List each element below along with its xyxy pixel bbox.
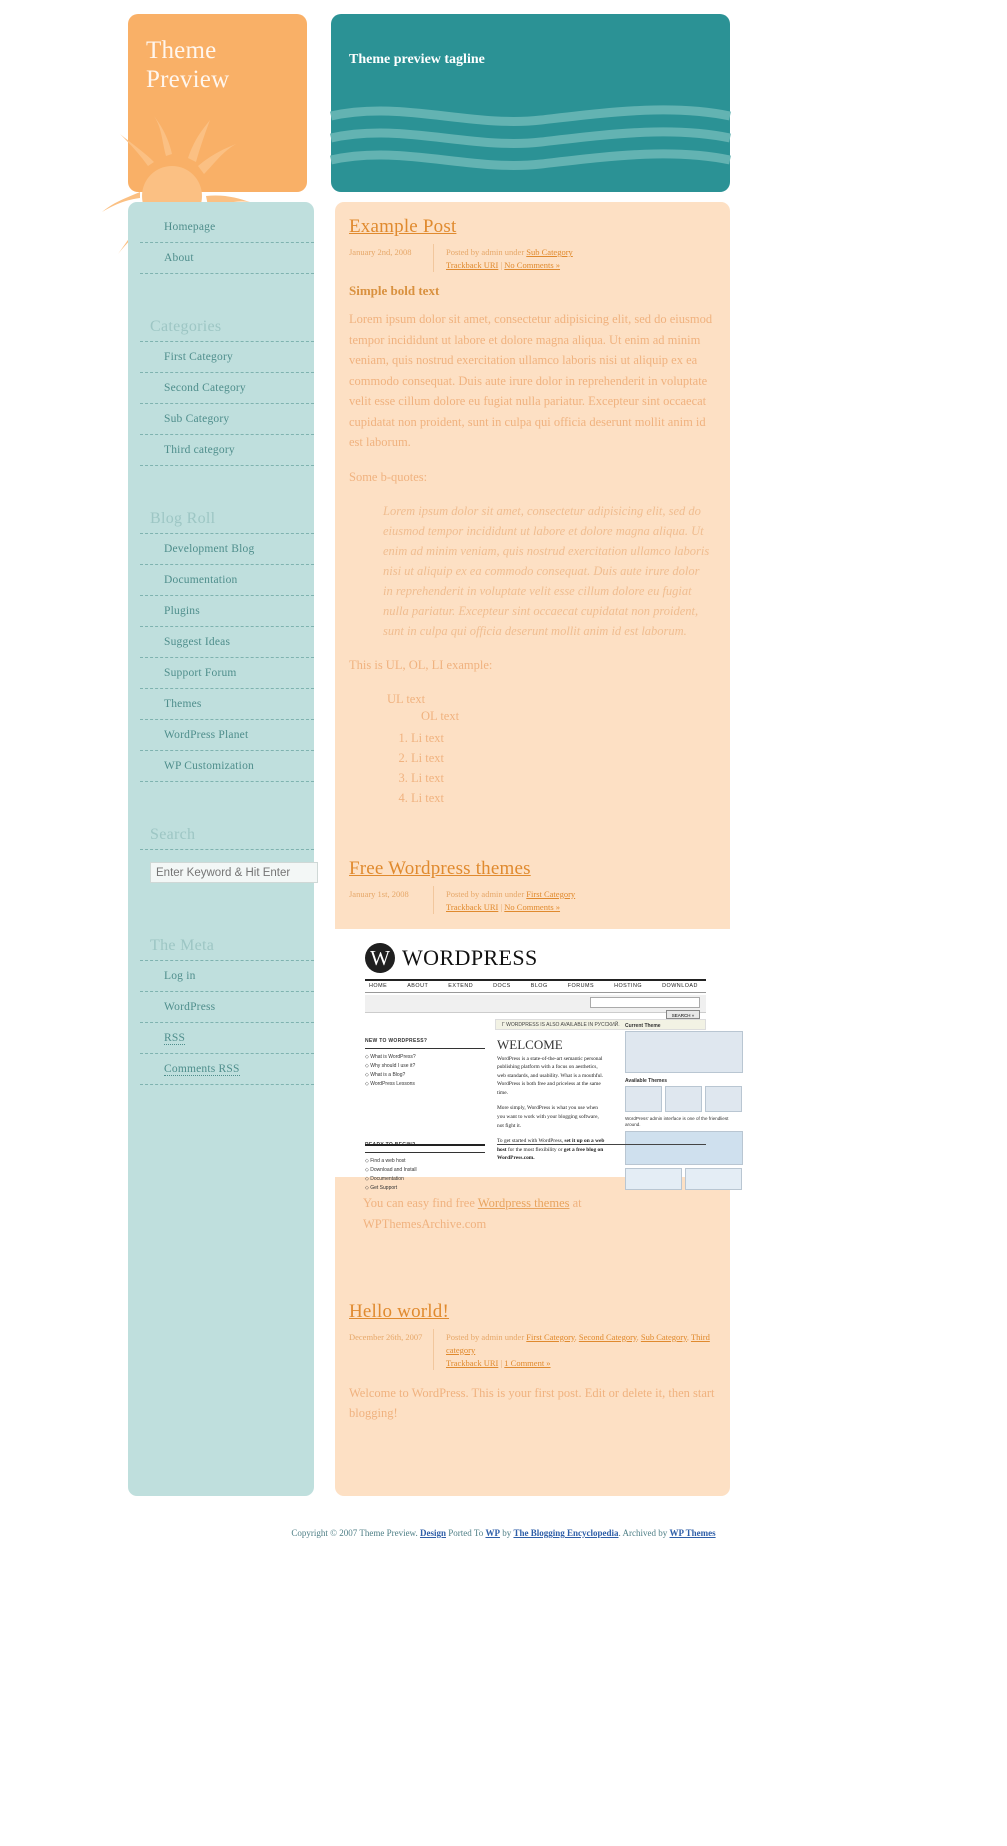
sidebar-item-themes[interactable] bbox=[140, 689, 314, 720]
wordpress-locale-banner: Г WORDPRESS IS ALSO AVAILABLE IN РУССКИЙ. bbox=[495, 1019, 706, 1030]
left-link: ◇ Documentation bbox=[365, 1175, 404, 1182]
sidebar-item-wordpress[interactable] bbox=[140, 992, 314, 1023]
theme-thumbnail bbox=[665, 1086, 702, 1112]
nav-item: DOCS bbox=[493, 983, 511, 989]
footer-by: by bbox=[499, 1528, 514, 1538]
wordpress-welcome-heading: WELCOME bbox=[497, 1036, 563, 1052]
sidebar-item-label: Support Forum bbox=[164, 667, 237, 679]
sidebar-item-third-category[interactable] bbox=[140, 435, 314, 466]
sidebar-spacer bbox=[140, 893, 314, 919]
post-example bbox=[335, 202, 730, 808]
trackback-link[interactable]: Trackback URI bbox=[446, 901, 499, 912]
meta-divider bbox=[433, 244, 434, 272]
sidebar-item-wordpress-planet[interactable] bbox=[140, 720, 314, 751]
sidebar-item-rss[interactable] bbox=[140, 1023, 314, 1054]
ol-text: OL text bbox=[421, 708, 460, 723]
sidebar-item-sub-category[interactable] bbox=[140, 404, 314, 435]
nav-item: EXTEND bbox=[448, 983, 474, 989]
tagline-block bbox=[331, 14, 730, 192]
post-paragraph: Lorem ipsum dolor sit amet, consectetur adipisicing elit, sed do eiusmod tempor incididunt ut labore et dolore magna aliqua. Ut enim ad minim veniam, quis nostrud exercitation ullamco laboris nisi ut aliquip ex ea commodo consequat. Duis aute irure dolor in reprehenderit in voluptate velit esse cillum dolore eu fugiat nulla pariatur. Excepteur sint occaecat cupidatat non proident, sunt in culpa qui officia deserunt mollit anim id est laborum. bbox=[349, 312, 713, 449]
post-category-link[interactable]: Third category bbox=[446, 1331, 710, 1355]
after-text-1: You can easy find free bbox=[363, 1195, 478, 1210]
footer-archived-by: . Archived by bbox=[618, 1528, 670, 1538]
post-meta bbox=[349, 886, 716, 921]
list-intro: This is UL, OL, LI example: bbox=[349, 658, 493, 672]
sidebar bbox=[128, 202, 314, 1496]
sidebar-item-second-category[interactable] bbox=[140, 373, 314, 404]
left-link: ◇ What is WordPress? bbox=[365, 1053, 416, 1060]
left-link: ◇ Find a web host bbox=[365, 1157, 406, 1164]
post-category-link[interactable]: First Category bbox=[526, 1331, 575, 1342]
comments-link[interactable]: 1 Comment » bbox=[504, 1357, 551, 1368]
sidebar-item-support-forum[interactable] bbox=[140, 658, 314, 689]
quote-intro: Some b-quotes: bbox=[349, 469, 428, 484]
left-heading-2: READY TO BEGIN? bbox=[365, 1141, 485, 1153]
search-input[interactable] bbox=[150, 862, 318, 883]
sidebar-item-label: Homepage bbox=[164, 221, 216, 233]
admin-screenshot-thumb bbox=[625, 1131, 743, 1165]
post-title-link[interactable]: Example Post bbox=[349, 216, 457, 237]
sidebar-item-label: WordPress Planet bbox=[164, 729, 249, 741]
footer-ported-to: Ported To bbox=[446, 1528, 486, 1538]
meta-sep-label: | bbox=[498, 1357, 505, 1368]
right-caption-1: Available Themes bbox=[625, 1077, 668, 1084]
wordpress-search-field bbox=[590, 997, 700, 1008]
blockquote: Lorem ipsum dolor sit amet, consectetur adipisicing elit, sed do eiusmod tempor incididunt ut labore et dolore magna aliqua. Ut enim ad minim veniam, quis nostrud exercitation ullamco laboris nisi ut aliquip ex ea commodo consequat. Duis aute irure dolor in reprehenderit in voluptate velit esse cillum dolore eu fugiat nulla pariatur. Excepteur sint occaecat cupidatat non proident, sunt in culpa qui officia deserunt mollit anim id est laborum. bbox=[383, 504, 710, 638]
waves-icon bbox=[331, 102, 730, 174]
left-heading: NEW TO WORDPRESS? bbox=[365, 1037, 485, 1049]
wp-body-1: WordPress is a state-of-the-art semantic personal publishing platform with a focus on aesthetics, web standards, and usability. What is a mouthful. WordPress is both free and priceless at the same time. bbox=[497, 1055, 604, 1096]
wordpress-right-column bbox=[625, 1023, 745, 1190]
wordpress-themes-link[interactable]: Wordpress themes bbox=[477, 1195, 570, 1210]
sidebar-item-label: WP Customization bbox=[164, 760, 254, 772]
wp-body-2: More simply, WordPress is what you use when you want to work with your blogging software, not fight it. bbox=[497, 1105, 599, 1129]
post-category-link[interactable]: First Category bbox=[526, 888, 576, 899]
sidebar-heading-search: Search bbox=[140, 808, 314, 850]
sidebar-item-log-in[interactable] bbox=[140, 961, 314, 992]
wp-divider bbox=[497, 1144, 706, 1145]
sidebar-item-label: About bbox=[164, 252, 194, 264]
sidebar-spacer bbox=[140, 782, 314, 808]
nav-item: HOME bbox=[369, 983, 388, 989]
comments-link[interactable]: No Comments » bbox=[504, 260, 561, 270]
wordpress-w-icon: W bbox=[365, 943, 395, 973]
site-header bbox=[128, 14, 730, 192]
sidebar-item-first-category[interactable] bbox=[140, 342, 314, 373]
post-free-themes bbox=[335, 808, 730, 1235]
site-tagline: Theme preview tagline bbox=[349, 52, 485, 67]
sidebar-item-label: Third category bbox=[164, 444, 235, 456]
nav-item: BLOG bbox=[530, 983, 548, 989]
sidebar-item-plugins[interactable] bbox=[140, 596, 314, 627]
list-item: 4. Li text bbox=[411, 788, 716, 808]
sidebar-item-wp-customization[interactable] bbox=[140, 751, 314, 782]
sidebar-item-label: Documentation bbox=[164, 574, 238, 586]
post-title-link[interactable]: Hello world! bbox=[349, 1300, 450, 1322]
right-caption-2: WordPress' admin interface is one of the friendliest around. bbox=[625, 1115, 729, 1127]
post-date: December 26th, 2007 bbox=[349, 1331, 423, 1342]
post-category-link[interactable]: Sub Category bbox=[640, 1331, 687, 1342]
meta-sep-label: | bbox=[498, 260, 505, 270]
sidebar-item-comments-rss[interactable] bbox=[140, 1054, 314, 1085]
sidebar-item-homepage[interactable] bbox=[140, 212, 314, 243]
post-meta bbox=[349, 244, 716, 279]
posted-by-label: Posted by admin under bbox=[446, 247, 527, 257]
post-date: January 1st, 2008 bbox=[349, 888, 409, 899]
sidebar-item-label: Sub Category bbox=[164, 413, 230, 425]
sidebar-item-label: First Category bbox=[164, 351, 233, 363]
left-link: ◇ Download and Install bbox=[365, 1166, 417, 1173]
wp-divider bbox=[365, 1144, 485, 1146]
theme-thumbnail bbox=[625, 1031, 743, 1073]
footer-blogging-encyclopedia-link[interactable]: The Blogging Encyclopedia bbox=[513, 1528, 619, 1538]
sidebar-item-label: WordPress bbox=[164, 1001, 216, 1013]
left-link: ◇ WordPress Lessons bbox=[365, 1080, 415, 1087]
sidebar-item-label: Themes bbox=[164, 698, 202, 710]
list-item: 2. Li text bbox=[411, 748, 716, 768]
sidebar-item-label: Second Category bbox=[164, 382, 246, 394]
sidebar-spacer bbox=[140, 466, 314, 492]
sidebar-item-label: Development Blog bbox=[164, 543, 255, 555]
site-title: Theme Preview bbox=[146, 37, 230, 93]
post-category-link[interactable]: Sub Category bbox=[526, 247, 573, 257]
nav-item: ABOUT bbox=[407, 983, 429, 989]
list-item: 3. Li text bbox=[411, 768, 716, 788]
sidebar-item-label: Log in bbox=[164, 970, 196, 982]
main-content bbox=[335, 202, 730, 1496]
wordpress-body-column bbox=[497, 1055, 607, 1164]
theme-thumbnail bbox=[625, 1086, 662, 1112]
ordered-list bbox=[349, 728, 716, 808]
wordpress-wordmark: WORDPRESS bbox=[402, 944, 538, 970]
footer-wp-themes-link[interactable]: WP Themes bbox=[669, 1528, 716, 1538]
post-title-link[interactable]: Free Wordpress themes bbox=[349, 857, 531, 879]
sidebar-item-label: Suggest Ideas bbox=[164, 636, 231, 648]
posted-by-label: Posted by admin under bbox=[446, 1331, 527, 1342]
wordpress-search-button: SEARCH » bbox=[666, 1010, 700, 1019]
theme-thumbnail bbox=[685, 1168, 742, 1190]
footer-design-link[interactable]: Design bbox=[419, 1528, 446, 1538]
meta-sep-label: | bbox=[498, 901, 505, 912]
sidebar-heading-meta: The Meta bbox=[140, 919, 314, 961]
nav-item: DOWNLOAD bbox=[662, 983, 698, 989]
sidebar-item-label: RSS bbox=[164, 1032, 186, 1044]
wordpress-screenshot-image bbox=[335, 929, 730, 1191]
trackback-link[interactable]: Trackback URI bbox=[446, 1357, 499, 1368]
post-date: January 2nd, 2008 bbox=[349, 247, 412, 257]
search-form bbox=[140, 850, 314, 893]
post-bold-line: Simple bold text bbox=[349, 283, 440, 298]
footer-wp-link[interactable]: WP bbox=[485, 1528, 500, 1538]
left-link: ◇ Get Support bbox=[365, 1184, 398, 1191]
comments-link[interactable]: No Comments » bbox=[504, 901, 561, 912]
post-meta-info: Posted by admin under First Category, Second Category, Sub Category, Third category Trackback URI | 1 Comment » bbox=[446, 1331, 710, 1368]
nav-item: HOSTING bbox=[614, 983, 643, 989]
brand-block[interactable] bbox=[128, 14, 307, 192]
posted-by-label: Posted by admin under bbox=[446, 888, 527, 899]
sidebar-item-label: Plugins bbox=[164, 605, 200, 617]
left-link: ◇ What is a Blog? bbox=[365, 1071, 406, 1078]
footer-copyright: Copyright © 2007 Theme Preview. bbox=[291, 1528, 418, 1538]
post-body: Welcome to WordPress. This is your first post. Edit or delete it, then start blogging! bbox=[349, 1385, 715, 1420]
ul-text: UL text bbox=[387, 691, 426, 706]
sidebar-item-suggest-ideas[interactable] bbox=[140, 627, 314, 658]
list-item: 1. Li text bbox=[411, 728, 716, 748]
sidebar-item-about[interactable] bbox=[140, 243, 314, 274]
wordpress-logo bbox=[365, 943, 538, 973]
post-hello-world bbox=[335, 1235, 730, 1438]
theme-thumbnail bbox=[705, 1086, 742, 1112]
meta-divider bbox=[433, 1329, 434, 1370]
sidebar-item-label: Comments RSS bbox=[164, 1063, 240, 1075]
sidebar-heading-blogroll: Blog Roll bbox=[140, 492, 314, 534]
sidebar-item-development-blog[interactable] bbox=[140, 534, 314, 565]
after-text-2: at WPThemesArchive.com bbox=[363, 1195, 582, 1231]
wordpress-nav bbox=[365, 979, 706, 993]
post-meta-info bbox=[446, 244, 716, 272]
right-heading: Current Theme bbox=[625, 1022, 661, 1029]
left-link: ◇ Why should I use it? bbox=[365, 1062, 416, 1069]
trackback-link[interactable]: Trackback URI bbox=[446, 260, 499, 270]
nav-item: FORUMS bbox=[567, 983, 595, 989]
post-meta bbox=[349, 1329, 716, 1377]
theme-thumbnail bbox=[625, 1168, 682, 1190]
wp-body-3: To get started with WordPress, set it up on a web host for the most flexibility or get a free blog on WordPress.com. bbox=[497, 1138, 605, 1162]
site-footer bbox=[0, 1528, 1007, 1538]
sidebar-spacer bbox=[140, 274, 314, 300]
post-meta-info bbox=[446, 886, 716, 914]
post-category-link[interactable]: Second Category bbox=[578, 1331, 637, 1342]
sidebar-heading-categories: Categories bbox=[140, 300, 314, 342]
wordpress-left-column bbox=[365, 1037, 485, 1193]
meta-divider bbox=[433, 886, 434, 914]
sidebar-item-documentation[interactable] bbox=[140, 565, 314, 596]
